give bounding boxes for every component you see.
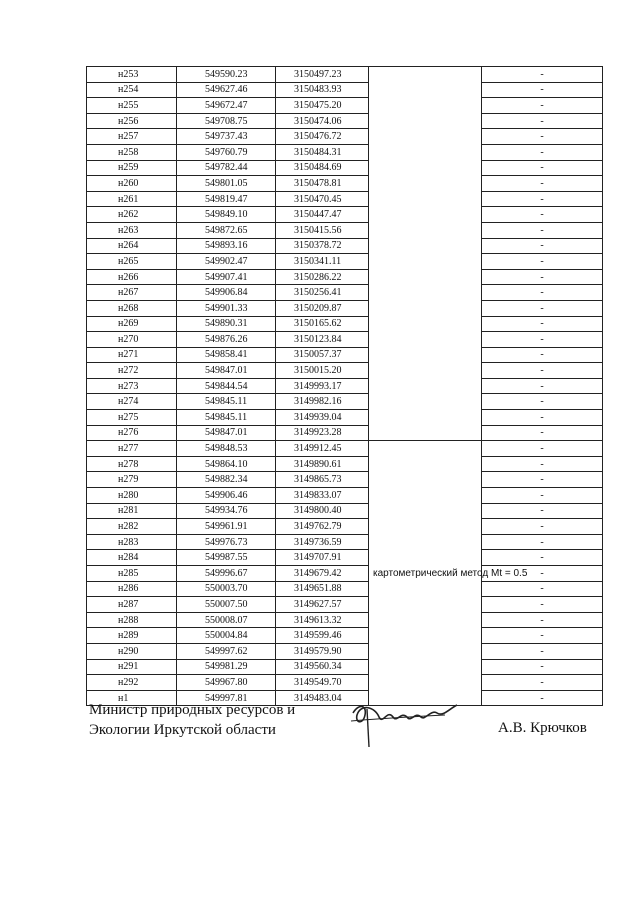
table-row [87,160,603,176]
handwritten-signature [345,695,465,755]
y-coordinate-cell: 3149651.88 [276,581,369,597]
position-line-1: Министр природных ресурсов и [89,702,296,718]
table-row [87,316,603,332]
table-row [87,628,603,644]
table-row [87,441,603,457]
table-row [87,82,603,98]
extra-cell: - [482,425,603,441]
y-coordinate-cell: 3149939.04 [276,410,369,426]
x-coordinate-cell: 549961.91 [177,519,276,535]
y-coordinate-cell: 3150475.20 [276,98,369,114]
y-coordinate-cell: 3150415.56 [276,222,369,238]
x-coordinate-cell: 549627.46 [177,82,276,98]
point-cell: н261 [87,191,177,207]
extra-cell: - [482,207,603,223]
extra-cell: - [482,550,603,566]
extra-cell: - [482,160,603,176]
point-cell: н267 [87,285,177,301]
table-row [87,378,603,394]
y-coordinate-cell: 3149483.04 [276,690,369,706]
extra-cell: - [482,519,603,535]
y-coordinate-cell: 3149627.57 [276,597,369,613]
point-cell: н262 [87,207,177,223]
extra-cell: - [482,690,603,706]
extra-cell: - [482,597,603,613]
signatory-position [89,700,295,740]
point-cell: н282 [87,519,177,535]
extra-cell: - [482,643,603,659]
x-coordinate-cell: 549934.76 [177,503,276,519]
extra-cell: - [482,410,603,426]
point-cell: н254 [87,82,177,98]
y-coordinate-cell: 3150447.47 [276,207,369,223]
y-coordinate-cell: 3150286.22 [276,269,369,285]
extra-cell: - [482,254,603,270]
point-cell: н266 [87,269,177,285]
x-coordinate-cell: 549845.11 [177,410,276,426]
y-coordinate-cell: 3149912.45 [276,441,369,457]
point-cell: н269 [87,316,177,332]
point-cell: н291 [87,659,177,675]
extra-cell: - [482,347,603,363]
point-cell: н277 [87,441,177,457]
y-coordinate-cell: 3149613.32 [276,612,369,628]
point-cell: н270 [87,332,177,348]
x-coordinate-cell: 550003.70 [177,581,276,597]
x-coordinate-cell: 549590.23 [177,67,276,83]
table-row [87,581,603,597]
extra-cell: - [482,378,603,394]
extra-cell: - [482,129,603,145]
point-cell: н281 [87,503,177,519]
extra-cell: - [482,67,603,83]
table-row [87,129,603,145]
y-coordinate-cell: 3149762.79 [276,519,369,535]
table-row [87,410,603,426]
x-coordinate-cell: 549801.05 [177,176,276,192]
y-coordinate-cell: 3150476.72 [276,129,369,145]
point-cell: н265 [87,254,177,270]
y-coordinate-cell: 3150341.11 [276,254,369,270]
table-row [87,488,603,504]
table-row [87,67,603,83]
extra-cell: - [482,363,603,379]
table-row [87,456,603,472]
table-row [87,254,603,270]
point-cell: н253 [87,67,177,83]
x-coordinate-cell: 549737.43 [177,129,276,145]
extra-cell: - [482,612,603,628]
x-coordinate-cell: 549906.46 [177,488,276,504]
extra-cell: - [482,285,603,301]
extra-cell: - [482,488,603,504]
x-coordinate-cell: 549819.47 [177,191,276,207]
table-row [87,519,603,535]
table-row [87,285,603,301]
point-cell: н268 [87,300,177,316]
x-coordinate-cell: 549872.65 [177,222,276,238]
x-coordinate-cell: 549967.80 [177,675,276,691]
point-cell: н288 [87,612,177,628]
table-row [87,425,603,441]
y-coordinate-cell: 3149982.16 [276,394,369,410]
y-coordinate-cell: 3150484.31 [276,144,369,160]
point-cell: н275 [87,410,177,426]
point-cell: н264 [87,238,177,254]
x-coordinate-cell: 549876.26 [177,332,276,348]
table-row [87,207,603,223]
coordinates-table [86,66,603,706]
extra-cell: - [482,144,603,160]
x-coordinate-cell: 549864.10 [177,456,276,472]
x-coordinate-cell: 550008.07 [177,612,276,628]
y-coordinate-cell: 3150483.93 [276,82,369,98]
coordinates-table-body [87,67,603,706]
y-coordinate-cell: 3149579.90 [276,643,369,659]
point-cell: н263 [87,222,177,238]
x-coordinate-cell: 549901.33 [177,300,276,316]
y-coordinate-cell: 3149736.59 [276,534,369,550]
table-row [87,191,603,207]
table-row [87,612,603,628]
y-coordinate-cell: 3150378.72 [276,238,369,254]
extra-cell: - [482,628,603,644]
point-cell: н290 [87,643,177,659]
y-coordinate-cell: 3150256.41 [276,285,369,301]
signer-name: А.В. Крючков [498,720,587,736]
extra-cell: - [482,394,603,410]
extra-cell: - [482,503,603,519]
point-cell: н286 [87,581,177,597]
table-row [87,113,603,129]
table-row [87,176,603,192]
point-cell: н289 [87,628,177,644]
x-coordinate-cell: 549976.73 [177,534,276,550]
point-cell: н272 [87,363,177,379]
y-coordinate-cell: 3150484.69 [276,160,369,176]
extra-cell: - [482,534,603,550]
point-cell: н280 [87,488,177,504]
extra-cell: - [482,300,603,316]
x-coordinate-cell: 549882.34 [177,472,276,488]
x-coordinate-cell: 549858.41 [177,347,276,363]
extra-cell: - [482,566,603,582]
point-cell: н260 [87,176,177,192]
extra-cell: - [482,238,603,254]
y-coordinate-cell: 3150015.20 [276,363,369,379]
point-cell: н273 [87,378,177,394]
extra-cell: - [482,441,603,457]
extra-cell: - [482,456,603,472]
point-cell: н279 [87,472,177,488]
method-note-cell: картометрический метод Mt = 0.5 [369,441,482,706]
x-coordinate-cell: 549672.47 [177,98,276,114]
table-row [87,394,603,410]
table-row [87,472,603,488]
y-coordinate-cell: 3150478.81 [276,176,369,192]
x-coordinate-cell: 549848.53 [177,441,276,457]
table-row [87,675,603,691]
y-coordinate-cell: 3149833.07 [276,488,369,504]
y-coordinate-cell: 3149865.73 [276,472,369,488]
y-coordinate-cell: 3149993.17 [276,378,369,394]
x-coordinate-cell: 549847.01 [177,425,276,441]
x-coordinate-cell: 549847.01 [177,363,276,379]
position-line-2: Экологии Иркутской области [89,722,276,738]
y-coordinate-cell: 3149800.40 [276,503,369,519]
y-coordinate-cell: 3149707.91 [276,550,369,566]
y-coordinate-cell: 3150123.84 [276,332,369,348]
y-coordinate-cell: 3149549.70 [276,675,369,691]
table-row [87,597,603,613]
point-cell: н287 [87,597,177,613]
y-coordinate-cell: 3150209.87 [276,300,369,316]
x-coordinate-cell: 549902.47 [177,254,276,270]
y-coordinate-cell: 3150165.62 [276,316,369,332]
extra-cell: - [482,472,603,488]
extra-cell: - [482,222,603,238]
y-coordinate-cell: 3149890.61 [276,456,369,472]
y-coordinate-cell: 3149599.46 [276,628,369,644]
x-coordinate-cell: 549907.41 [177,269,276,285]
y-coordinate-cell: 3150474.06 [276,113,369,129]
table-row [87,643,603,659]
point-cell: н1 [87,690,177,706]
method-cell-upper [369,67,482,441]
table-row [87,98,603,114]
extra-cell: - [482,82,603,98]
extra-cell: - [482,98,603,114]
extra-cell: - [482,332,603,348]
point-cell: н278 [87,456,177,472]
extra-cell: - [482,176,603,192]
x-coordinate-cell: 549708.75 [177,113,276,129]
x-coordinate-cell: 549890.31 [177,316,276,332]
y-coordinate-cell: 3150497.23 [276,67,369,83]
table-row [87,222,603,238]
point-cell: н259 [87,160,177,176]
x-coordinate-cell: 549906.84 [177,285,276,301]
x-coordinate-cell: 549760.79 [177,144,276,160]
table-row [87,238,603,254]
point-cell: н257 [87,129,177,145]
extra-cell: - [482,113,603,129]
point-cell: н255 [87,98,177,114]
extra-cell: - [482,269,603,285]
table-row [87,659,603,675]
y-coordinate-cell: 3150470.45 [276,191,369,207]
point-cell: н274 [87,394,177,410]
point-cell: н276 [87,425,177,441]
table-row [87,300,603,316]
table-row [87,503,603,519]
point-cell: н283 [87,534,177,550]
table-row [87,269,603,285]
extra-cell: - [482,581,603,597]
x-coordinate-cell: 550007.50 [177,597,276,613]
x-coordinate-cell: 549849.10 [177,207,276,223]
point-cell: н256 [87,113,177,129]
table-row [87,550,603,566]
extra-cell: - [482,659,603,675]
extra-cell: - [482,316,603,332]
point-cell: н285 [87,566,177,582]
y-coordinate-cell: 3149560.34 [276,659,369,675]
table-row [87,534,603,550]
x-coordinate-cell: 549997.62 [177,643,276,659]
x-coordinate-cell: 550004.84 [177,628,276,644]
x-coordinate-cell: 549981.29 [177,659,276,675]
table-row [87,144,603,160]
extra-cell: - [482,675,603,691]
y-coordinate-cell: 3149923.28 [276,425,369,441]
x-coordinate-cell: 549844.54 [177,378,276,394]
y-coordinate-cell: 3150057.37 [276,347,369,363]
x-coordinate-cell: 549845.11 [177,394,276,410]
y-coordinate-cell: 3149679.42 [276,566,369,582]
extra-cell: - [482,191,603,207]
x-coordinate-cell: 549996.67 [177,566,276,582]
x-coordinate-cell: 549997.81 [177,690,276,706]
point-cell: н271 [87,347,177,363]
x-coordinate-cell: 549987.55 [177,550,276,566]
point-cell: н284 [87,550,177,566]
table-row [87,363,603,379]
table-row [87,332,603,348]
x-coordinate-cell: 549893.16 [177,238,276,254]
x-coordinate-cell: 549782.44 [177,160,276,176]
table-row [87,347,603,363]
point-cell: н258 [87,144,177,160]
point-cell: н292 [87,675,177,691]
